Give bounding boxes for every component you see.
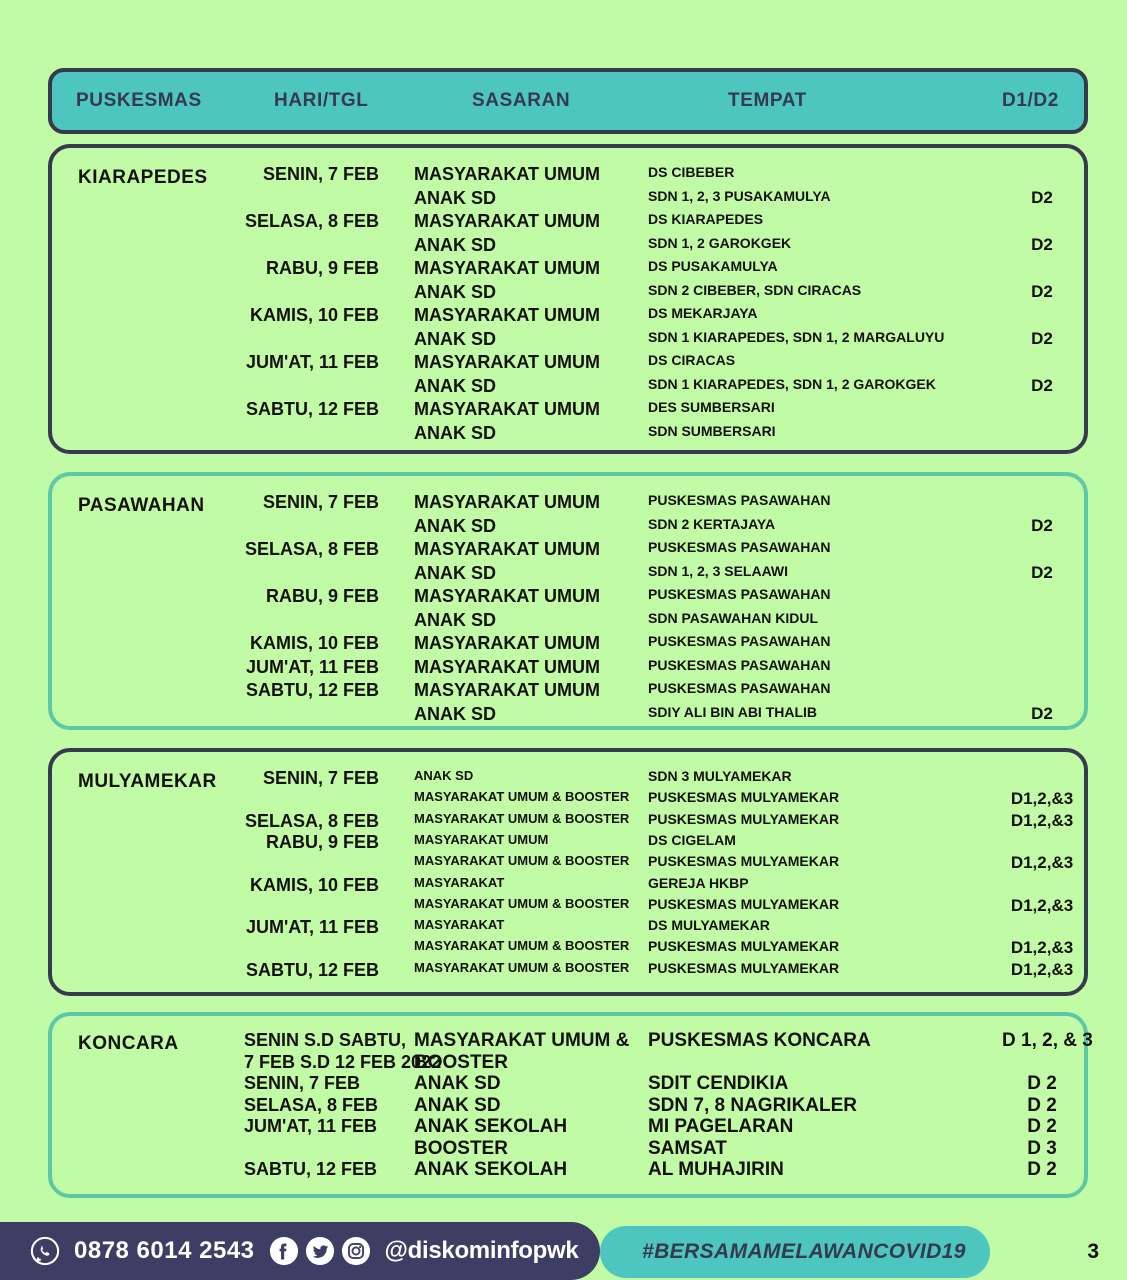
schedule-target: MASYARAKAT bbox=[414, 874, 505, 890]
schedule-place: GEREJA HKBP bbox=[648, 874, 749, 891]
schedule-place: DS MULYAMEKAR bbox=[648, 917, 770, 934]
schedule-place: SDN 7, 8 NAGRIKALER bbox=[648, 1094, 858, 1116]
schedule-place: PUSKESMAS PASAWAHAN bbox=[648, 656, 831, 673]
schedule-day: RABU, 9 FEB bbox=[265, 586, 379, 606]
column-header-puskesmas: PUSKESMAS bbox=[76, 90, 202, 111]
schedule-place: SDN 1 KIARAPEDES, SDN 1, 2 MARGALUYU bbox=[648, 328, 945, 345]
column-header-tempat: TEMPAT bbox=[728, 90, 807, 111]
schedule-place: SDN 1, 2, 3 SELAAWI bbox=[648, 562, 789, 579]
schedule-place: PUSKESMAS MULYAMEKAR bbox=[648, 853, 840, 870]
schedule-dose: D1,2,&3 bbox=[1010, 895, 1074, 915]
schedule-place: PUSKESMAS MULYAMEKAR bbox=[648, 810, 840, 827]
section-card-pasawahan bbox=[48, 472, 1088, 730]
schedule-day: KAMIS, 10 FEB bbox=[249, 633, 379, 653]
schedule-dose: D2 bbox=[1031, 562, 1053, 582]
schedule-target: MASYARAKAT UMUM bbox=[414, 680, 600, 700]
schedule-place: PUSKESMAS PASAWAHAN bbox=[648, 633, 831, 649]
schedule-place: DS CIBEBER bbox=[648, 164, 735, 180]
schedule-target: ANAK SD bbox=[414, 328, 497, 349]
column-header-hari-tgl: HARI/TGL bbox=[274, 90, 369, 111]
schedule-target: ANAK SEKOLAH bbox=[414, 1116, 568, 1137]
schedule-target: MASYARAKAT UMUM & BOOSTER bbox=[414, 959, 630, 975]
schedule-dose: D1,2,&3 bbox=[1010, 810, 1074, 830]
schedule-target: MASYARAKAT UMUM & BOOSTER bbox=[414, 895, 630, 911]
schedule-target: MASYARAKAT UMUM & BOOSTER bbox=[414, 938, 630, 954]
schedule-day: JUM'AT, 11 FEB bbox=[246, 352, 379, 372]
column-header-sasaran: SASARAN bbox=[472, 90, 571, 111]
schedule-day: 7 FEB S.D 12 FEB 2022 bbox=[244, 1051, 442, 1072]
schedule-dose: D 3 bbox=[1027, 1137, 1057, 1159]
schedule-dose: D1,2,&3 bbox=[1010, 853, 1074, 873]
schedule-dose: D 2 bbox=[1027, 1159, 1057, 1180]
schedule-place: PUSKESMAS MULYAMEKAR bbox=[648, 959, 840, 976]
schedule-day: SENIN, 7 FEB bbox=[262, 492, 379, 512]
schedule-day: SENIN, 7 FEB bbox=[262, 768, 379, 788]
schedule-target: ANAK SD bbox=[414, 375, 497, 396]
schedule-target: MASYARAKAT UMUM bbox=[414, 539, 600, 559]
schedule-target: MASYARAKAT UMUM & BOOSTER bbox=[414, 789, 630, 805]
schedule-day: JUM'AT, 11 FEB bbox=[246, 656, 379, 677]
schedule-place: SDN 1 KIARAPEDES, SDN 1, 2 GAROKGEK bbox=[648, 375, 936, 392]
schedule-dose: D1,2,&3 bbox=[1010, 789, 1074, 809]
schedule-place: SDN 2 CIBEBER, SDN CIRACAS bbox=[648, 281, 862, 298]
schedule-dose: D2 bbox=[1031, 281, 1053, 301]
schedule-day: KAMIS, 10 FEB bbox=[249, 305, 379, 325]
schedule-target: MASYARAKAT UMUM bbox=[414, 633, 600, 653]
schedule-place: DS KIARAPEDES bbox=[648, 211, 764, 227]
schedule-place: SAMSAT bbox=[648, 1137, 727, 1159]
schedule-target: ANAK SD bbox=[414, 1094, 501, 1116]
schedule-target: MASYARAKAT UMUM & BOOSTER bbox=[414, 853, 630, 869]
schedule-place: PUSKESMAS MULYAMEKAR bbox=[648, 895, 840, 912]
schedule-place: DES SUMBERSARI bbox=[648, 399, 775, 415]
whatsapp-icon bbox=[30, 1236, 60, 1266]
schedule-place: PUSKESMAS PASAWAHAN bbox=[648, 492, 831, 508]
schedule-place: SDN PASAWAHAN KIDUL bbox=[648, 609, 819, 626]
schedule-target: MASYARAKAT UMUM & bbox=[414, 1030, 630, 1051]
schedule-place: DS MEKARJAYA bbox=[648, 305, 758, 321]
schedule-target: MASYARAKAT UMUM bbox=[414, 305, 600, 325]
footer-hashtag-banner bbox=[600, 1226, 990, 1278]
schedule-dose: D1,2,&3 bbox=[1010, 959, 1074, 979]
footer-social-handle[interactable]: @diskominfopwk bbox=[384, 1237, 579, 1264]
schedule-day: SABTU, 12 FEB bbox=[245, 959, 379, 980]
schedule-day: SABTU, 12 FEB bbox=[245, 399, 379, 419]
schedule-place: SDIT CENDIKIA bbox=[648, 1073, 789, 1094]
schedule-place: SDN 1, 2 GAROKGEK bbox=[648, 234, 792, 251]
schedule-target: MASYARAKAT UMUM bbox=[414, 586, 600, 606]
schedule-day: SABTU, 12 FEB bbox=[245, 680, 379, 700]
schedule-place: SDIY ALI BIN ABI THALIB bbox=[648, 703, 818, 720]
table-header-bar bbox=[48, 68, 1088, 134]
schedule-target: ANAK SD bbox=[414, 768, 474, 783]
schedule-target: MASYARAKAT UMUM bbox=[414, 492, 600, 512]
footer-hashtag-text: #BERSAMAMELAWANCOVID19 bbox=[642, 1240, 966, 1263]
puskesmas-name: KIARAPEDES bbox=[78, 167, 208, 188]
schedule-place: MI PAGELARAN bbox=[648, 1116, 794, 1137]
schedule-day: SENIN, 7 FEB bbox=[262, 164, 379, 184]
schedule-target: ANAK SEKOLAH bbox=[414, 1159, 568, 1180]
section-card-kiarapedes bbox=[48, 144, 1088, 454]
schedule-place: SDN 3 MULYAMEKAR bbox=[648, 768, 792, 784]
schedule-target: ANAK SD bbox=[414, 281, 497, 302]
schedule-target: MASYARAKAT UMUM bbox=[414, 399, 600, 419]
puskesmas-name: MULYAMEKAR bbox=[78, 771, 217, 792]
schedule-dose: D 2 bbox=[1027, 1094, 1057, 1116]
section-card-mulyamekar bbox=[48, 748, 1088, 996]
schedule-dose: D 1, 2, & 3 bbox=[1002, 1030, 1093, 1051]
footer-contact-bar bbox=[0, 1222, 600, 1280]
social-icons-group bbox=[269, 1236, 371, 1266]
schedule-place: SDN SUMBERSARI bbox=[648, 422, 776, 439]
facebook-icon[interactable] bbox=[269, 1236, 299, 1266]
puskesmas-name: PASAWAHAN bbox=[78, 495, 205, 516]
page-number: 3 bbox=[1087, 1240, 1099, 1263]
schedule-dose: D2 bbox=[1031, 375, 1053, 395]
schedule-target: BOOSTER bbox=[414, 1137, 508, 1159]
schedule-target: ANAK SD bbox=[414, 422, 497, 443]
schedule-target: MASYARAKAT UMUM bbox=[414, 164, 600, 184]
schedule-place: DS CIGELAM bbox=[648, 831, 736, 848]
schedule-dose: D 2 bbox=[1027, 1073, 1057, 1094]
schedule-place: PUSKESMAS MULYAMEKAR bbox=[648, 938, 840, 955]
puskesmas-name: KONCARA bbox=[78, 1033, 179, 1054]
schedule-day: SELASA, 8 FEB bbox=[244, 1094, 379, 1115]
schedule-target: ANAK SD bbox=[414, 515, 497, 536]
schedule-dose: D1,2,&3 bbox=[1010, 938, 1074, 958]
schedule-day: SABTU, 12 FEB bbox=[244, 1159, 378, 1179]
schedule-dose: D2 bbox=[1031, 703, 1053, 723]
schedule-target: ANAK SD bbox=[414, 1073, 501, 1094]
schedule-dose: D2 bbox=[1031, 515, 1053, 535]
schedule-place: DS CIRACAS bbox=[648, 352, 736, 368]
schedule-place: SDN 1, 2, 3 PUSAKAMULYA bbox=[648, 187, 831, 204]
schedule-target: MASYARAKAT UMUM bbox=[414, 258, 600, 278]
schedule-day: RABU, 9 FEB bbox=[265, 258, 379, 278]
schedule-dose: D2 bbox=[1031, 187, 1053, 207]
schedule-day: KAMIS, 10 FEB bbox=[249, 874, 379, 895]
schedule-target: MASYARAKAT UMUM bbox=[414, 656, 600, 677]
schedule-target: MASYARAKAT UMUM & BOOSTER bbox=[414, 810, 630, 826]
schedule-target: ANAK SD bbox=[414, 234, 497, 255]
schedule-target: ANAK SD bbox=[414, 609, 497, 630]
instagram-icon[interactable] bbox=[341, 1236, 371, 1266]
schedule-day: SENIN, 7 FEB bbox=[244, 1073, 361, 1093]
schedule-day: RABU, 9 FEB bbox=[265, 831, 379, 852]
schedule-place: PUSKESMAS KONCARA bbox=[648, 1030, 871, 1051]
schedule-target: MASYARAKAT UMUM bbox=[414, 352, 600, 372]
schedule-day: JUM'AT, 11 FEB bbox=[246, 917, 379, 938]
schedule-target: ANAK SD bbox=[414, 703, 497, 724]
footer-phone-number[interactable]: 0878 6014 2543 bbox=[74, 1237, 255, 1264]
twitter-icon[interactable] bbox=[305, 1236, 335, 1266]
schedule-day: SENIN S.D SABTU, bbox=[244, 1030, 407, 1050]
schedule-place: DS PUSAKAMULYA bbox=[648, 258, 778, 274]
schedule-place: AL MUHAJIRIN bbox=[648, 1159, 784, 1180]
schedule-day: SELASA, 8 FEB bbox=[244, 539, 379, 559]
schedule-target: ANAK SD bbox=[414, 187, 497, 208]
schedule-place: PUSKESMAS PASAWAHAN bbox=[648, 586, 831, 602]
schedule-target: BOOSTER bbox=[414, 1051, 508, 1073]
section-card-koncara bbox=[48, 1012, 1093, 1198]
schedule-place: PUSKESMAS PASAWAHAN bbox=[648, 539, 831, 555]
schedule-day: SELASA, 8 FEB bbox=[244, 211, 379, 231]
schedule-dose: D 2 bbox=[1027, 1116, 1057, 1137]
schedule-target: MASYARAKAT UMUM bbox=[414, 211, 600, 231]
column-header-d1-d2: D1/D2 bbox=[1002, 90, 1059, 111]
schedule-target: MASYARAKAT UMUM bbox=[414, 831, 549, 847]
schedule-place: PUSKESMAS MULYAMEKAR bbox=[648, 789, 840, 806]
schedule-day: JUM'AT, 11 FEB bbox=[244, 1116, 377, 1136]
schedule-target: MASYARAKAT bbox=[414, 917, 505, 933]
schedule-day: SELASA, 8 FEB bbox=[244, 810, 379, 831]
schedule-target: ANAK SD bbox=[414, 562, 497, 583]
schedule-place: PUSKESMAS PASAWAHAN bbox=[648, 680, 831, 696]
schedule-dose: D2 bbox=[1031, 328, 1053, 348]
schedule-dose: D2 bbox=[1031, 234, 1053, 254]
schedule-place: SDN 2 KERTAJAYA bbox=[648, 515, 776, 532]
